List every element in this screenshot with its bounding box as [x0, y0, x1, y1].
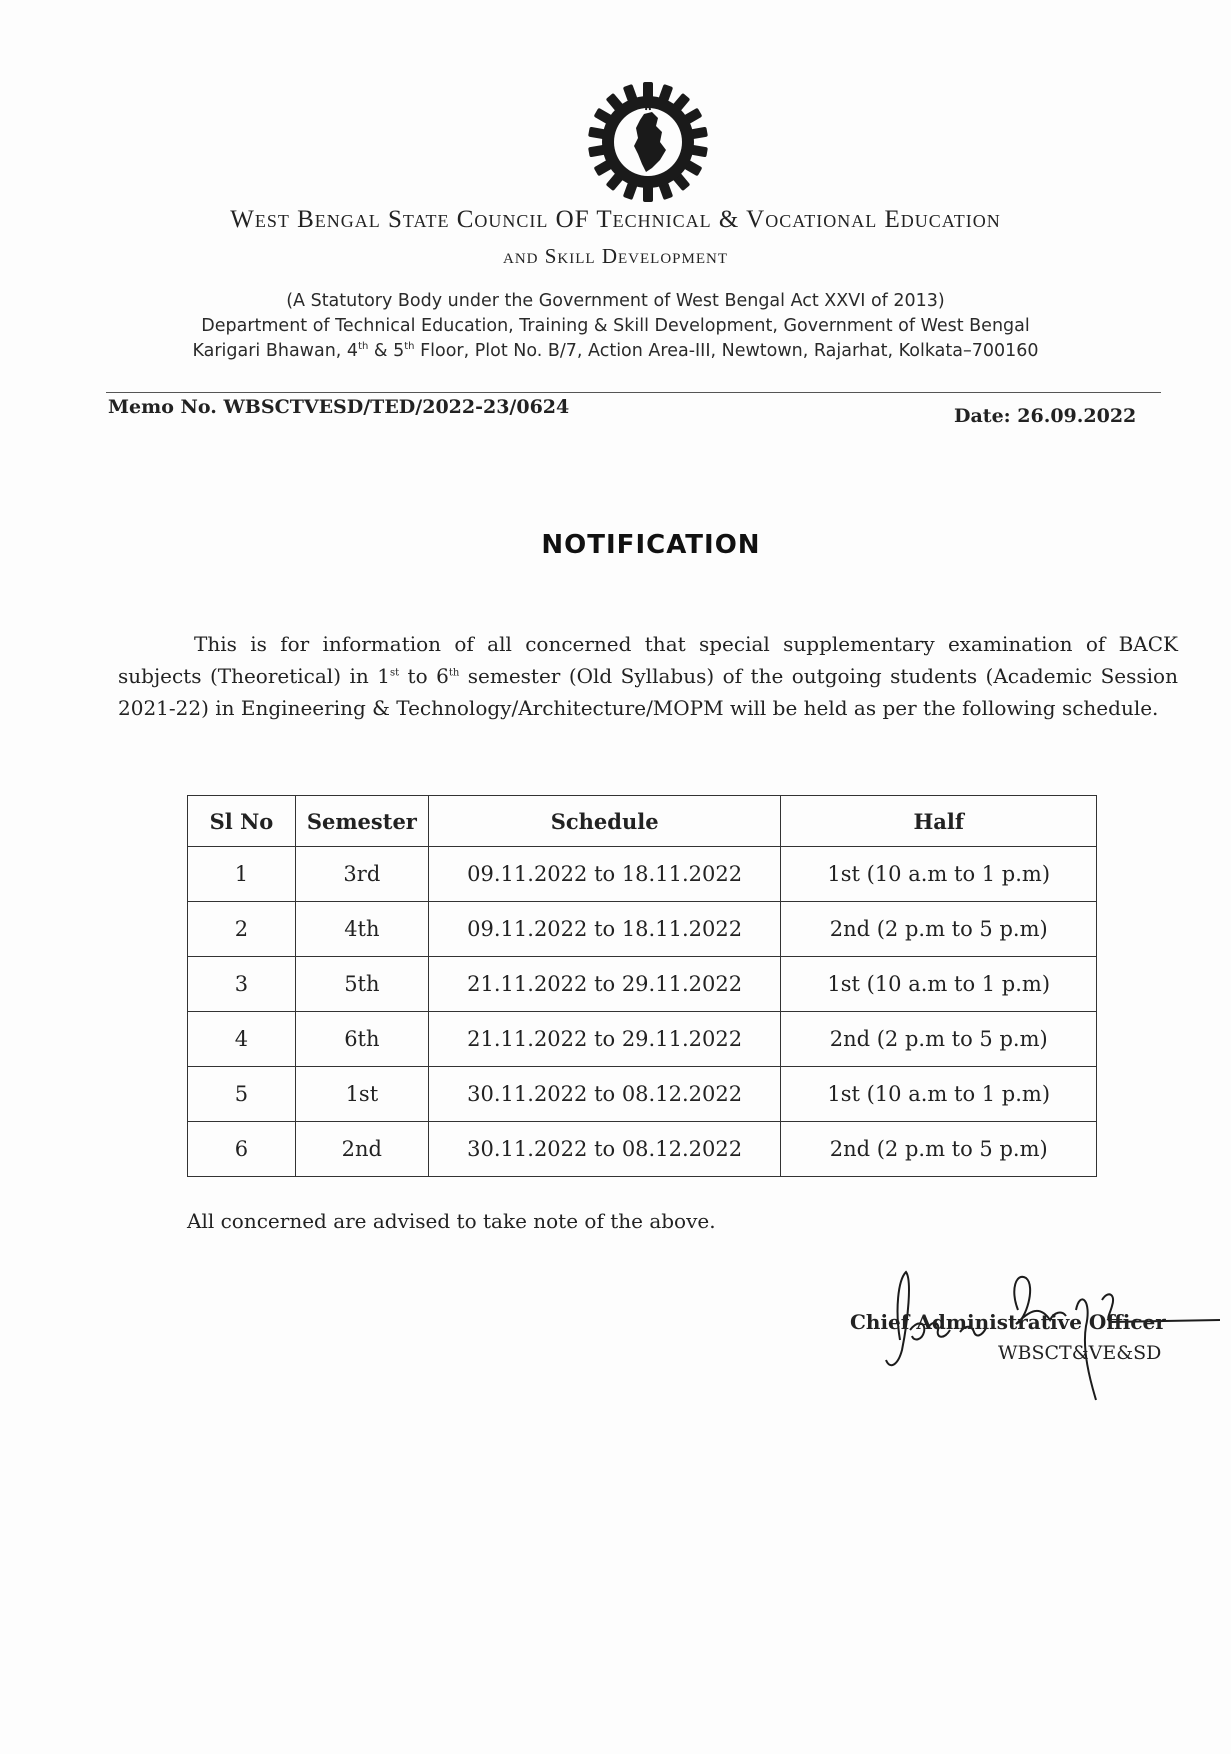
cell-half: 2nd (2 p.m to 5 p.m)	[781, 1012, 1097, 1067]
memo-number: Memo No. WBSCTVESD/TED/2022-23/0624	[108, 396, 570, 418]
cell-sl-no: 4	[188, 1012, 296, 1067]
cell-sl-no: 1	[188, 847, 296, 902]
address-suffix: Floor, Plot No. B/7, Action Area-III, Newtown, Rajarhat, Kolkata–700160	[414, 341, 1039, 361]
table-row	[188, 957, 1097, 1012]
cell-semester: 5th	[295, 957, 428, 1012]
cell-semester: 1st	[295, 1067, 428, 1122]
advice-text: All concerned are advised to take note of the above.	[187, 1209, 716, 1233]
column-header-semester: Semester	[295, 796, 428, 847]
address-prefix: Karigari Bhawan, 4	[192, 341, 359, 361]
cell-semester: 4th	[295, 902, 428, 957]
organization-name-line-1: West Bengal State Council OF Technical & Vocational Education	[230, 206, 1001, 233]
table-row	[188, 847, 1097, 902]
department-line: Department of Technical Education, Training & Skill Development, Government of West Bengal	[201, 316, 1030, 336]
cell-schedule: 09.11.2022 to 18.11.2022	[428, 847, 781, 902]
body-text-part-3: semester (Old Syllabus) of the outgoing students (Academic Session 2021-22) in Engineering & Technology/Architecture/MOPM will be held as per the following schedule.	[118, 664, 1178, 720]
cell-semester: 3rd	[295, 847, 428, 902]
cell-half: 1st (10 a.m to 1 p.m)	[781, 957, 1097, 1012]
address-mid: & 5	[368, 341, 405, 361]
cell-schedule: 21.11.2022 to 29.11.2022	[428, 957, 781, 1012]
cell-sl-no: 2	[188, 902, 296, 957]
cell-semester: 2nd	[295, 1122, 428, 1177]
cell-schedule: 09.11.2022 to 18.11.2022	[428, 902, 781, 957]
cell-schedule: 21.11.2022 to 29.11.2022	[428, 1012, 781, 1067]
body-text-part-1: This is for information of all concerned that special supplementary examination of BACK subjects (Theoretical) in 1	[118, 632, 1178, 688]
schedule-table	[187, 795, 1097, 1177]
cell-semester: 6th	[295, 1012, 428, 1067]
cell-half: 2nd (2 p.m to 5 p.m)	[781, 902, 1097, 957]
address-sup-1: th	[358, 341, 369, 353]
cell-half: 2nd (2 p.m to 5 p.m)	[781, 1122, 1097, 1177]
table-row	[188, 1012, 1097, 1067]
table-row	[188, 902, 1097, 957]
cell-sl-no: 6	[188, 1122, 296, 1177]
address-line	[0, 341, 1231, 361]
organization-name-line-2: and Skill Development	[503, 244, 728, 268]
cell-sl-no: 5	[188, 1067, 296, 1122]
column-header-schedule: Schedule	[428, 796, 781, 847]
signatory-title: Chief Administrative Officer	[850, 1310, 1166, 1334]
signatory-organization: WBSCT&VE&SD	[998, 1342, 1162, 1364]
cell-sl-no: 3	[188, 957, 296, 1012]
cell-schedule: 30.11.2022 to 08.12.2022	[428, 1067, 781, 1122]
council-logo-icon	[586, 80, 710, 204]
table-header-row	[188, 796, 1097, 847]
body-text-part-2: to 6	[399, 664, 449, 688]
notification-title: NOTIFICATION	[541, 530, 761, 560]
cell-half: 1st (10 a.m to 1 p.m)	[781, 847, 1097, 902]
body-sup-b: th	[448, 667, 460, 679]
address-sup-2: th	[404, 341, 415, 353]
cell-half: 1st (10 a.m to 1 p.m)	[781, 1067, 1097, 1122]
header-divider	[106, 392, 1161, 393]
cell-schedule: 30.11.2022 to 08.12.2022	[428, 1122, 781, 1177]
memo-date: Date: 26.09.2022	[954, 405, 1137, 427]
body-sup-a: st	[389, 667, 400, 679]
notification-body	[118, 628, 1178, 724]
table-row	[188, 1122, 1097, 1177]
statutory-body-line: (A Statutory Body under the Government of West Bengal Act XXVI of 2013)	[286, 291, 945, 311]
column-header-sl-no: Sl No	[188, 796, 296, 847]
column-header-half: Half	[781, 796, 1097, 847]
table-row	[188, 1067, 1097, 1122]
